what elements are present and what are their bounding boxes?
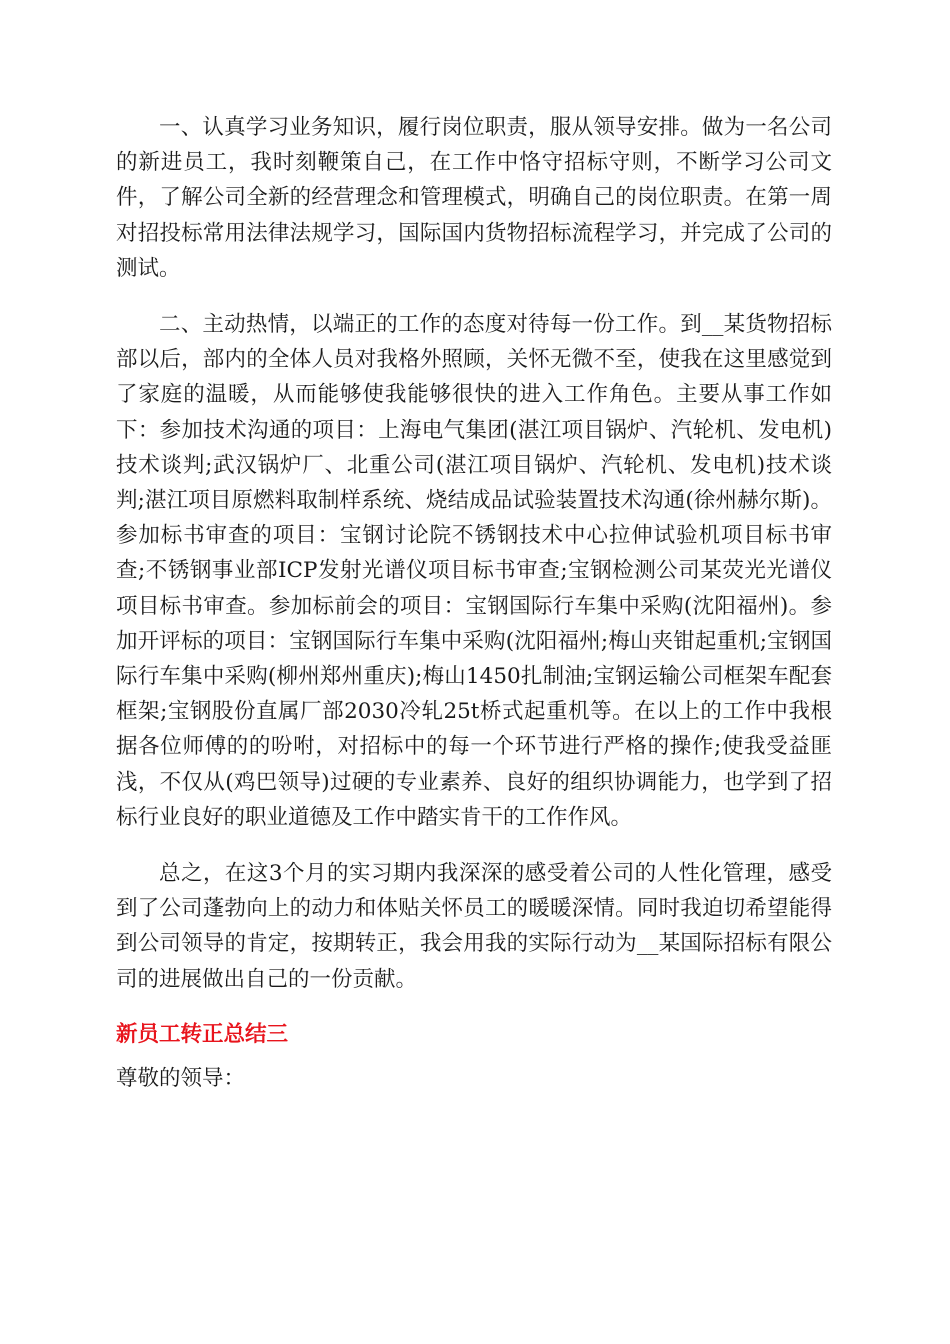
paragraph-study-duties: 一、认真学习业务知识，履行岗位职责，服从领导安排。做为一名公司的新进员工，我时刻鞭策自己，在工作中恪守招标守则，不断学习公司文件，了解公司全新的经营理念和管理模式，明确自己的岗位职责。在第一周对招投标常用法律法规学习，国际国内货物招标流程学习，并完成了公司的测试。 (116, 115, 832, 281)
section-heading: 新员工转正总结三 (116, 1021, 289, 1047)
document-page (116, 110, 832, 1096)
salutation: 尊敬的领导： (116, 1065, 246, 1091)
paragraph-work-attitude: 二、主动热情，以端正的工作的态度对待每一份工作。到__某货物招标部以后，部内的全体人员对我格外照顾，关怀无微不至，使我在这里感觉到了家庭的温暖，从而能够使我能够很快的进入工作角色。主要从事工作如下：参加技术沟通的项目：上海电气集团(湛江项目锅炉、汽轮机、发电机)技术谈判;武汉锅炉厂、北重公司(湛江项目锅炉、汽轮机、发电机)技术谈判;湛江项目原燃料取制样系统、烧结成品试验装置技术沟通(徐州赫尔斯)。参加标书审查的项目：宝钢讨论院不锈钢技术中心拉伸试验机项目标书审查;不锈钢事业部ICP发射光谱仪项目标书审查;宝钢检测公司某荧光光谱仪项目标书审查。参加标前会的项目：宝钢国际行车集中采购(沈阳福州)。参加开评标的项目：宝钢国际行车集中采购(沈阳福州;梅山夹钳起重机;宝钢国际行车集中采购(柳州郑州重庆);梅山1450扎制油;宝钢运输公司框架车配套框架;宝钢股份直属厂部2030冷轧25t桥式起重机等。在以上的工作中我根据各位师傅的的吩咐，对招标中的每一个环节进行严格的操作;使我受益匪浅，不仅从(鸡巴领导)过硬的专业素养、良好的组织协调能力，也学到了招标行业良好的职业道德及工作中踏实肯干的工作作风。 (116, 312, 832, 830)
paragraph-conclusion: 总之，在这3个月的实习期内我深深的感受着公司的人性化管理，感受到了公司蓬勃向上的动力和体贴关怀员工的暖暖深情。同时我迫切希望能得到公司领导的肯定，按期转正，我会用我的实际行动为__某国际招标有限公司的进展做出自己的一份贡献。 (116, 861, 832, 992)
